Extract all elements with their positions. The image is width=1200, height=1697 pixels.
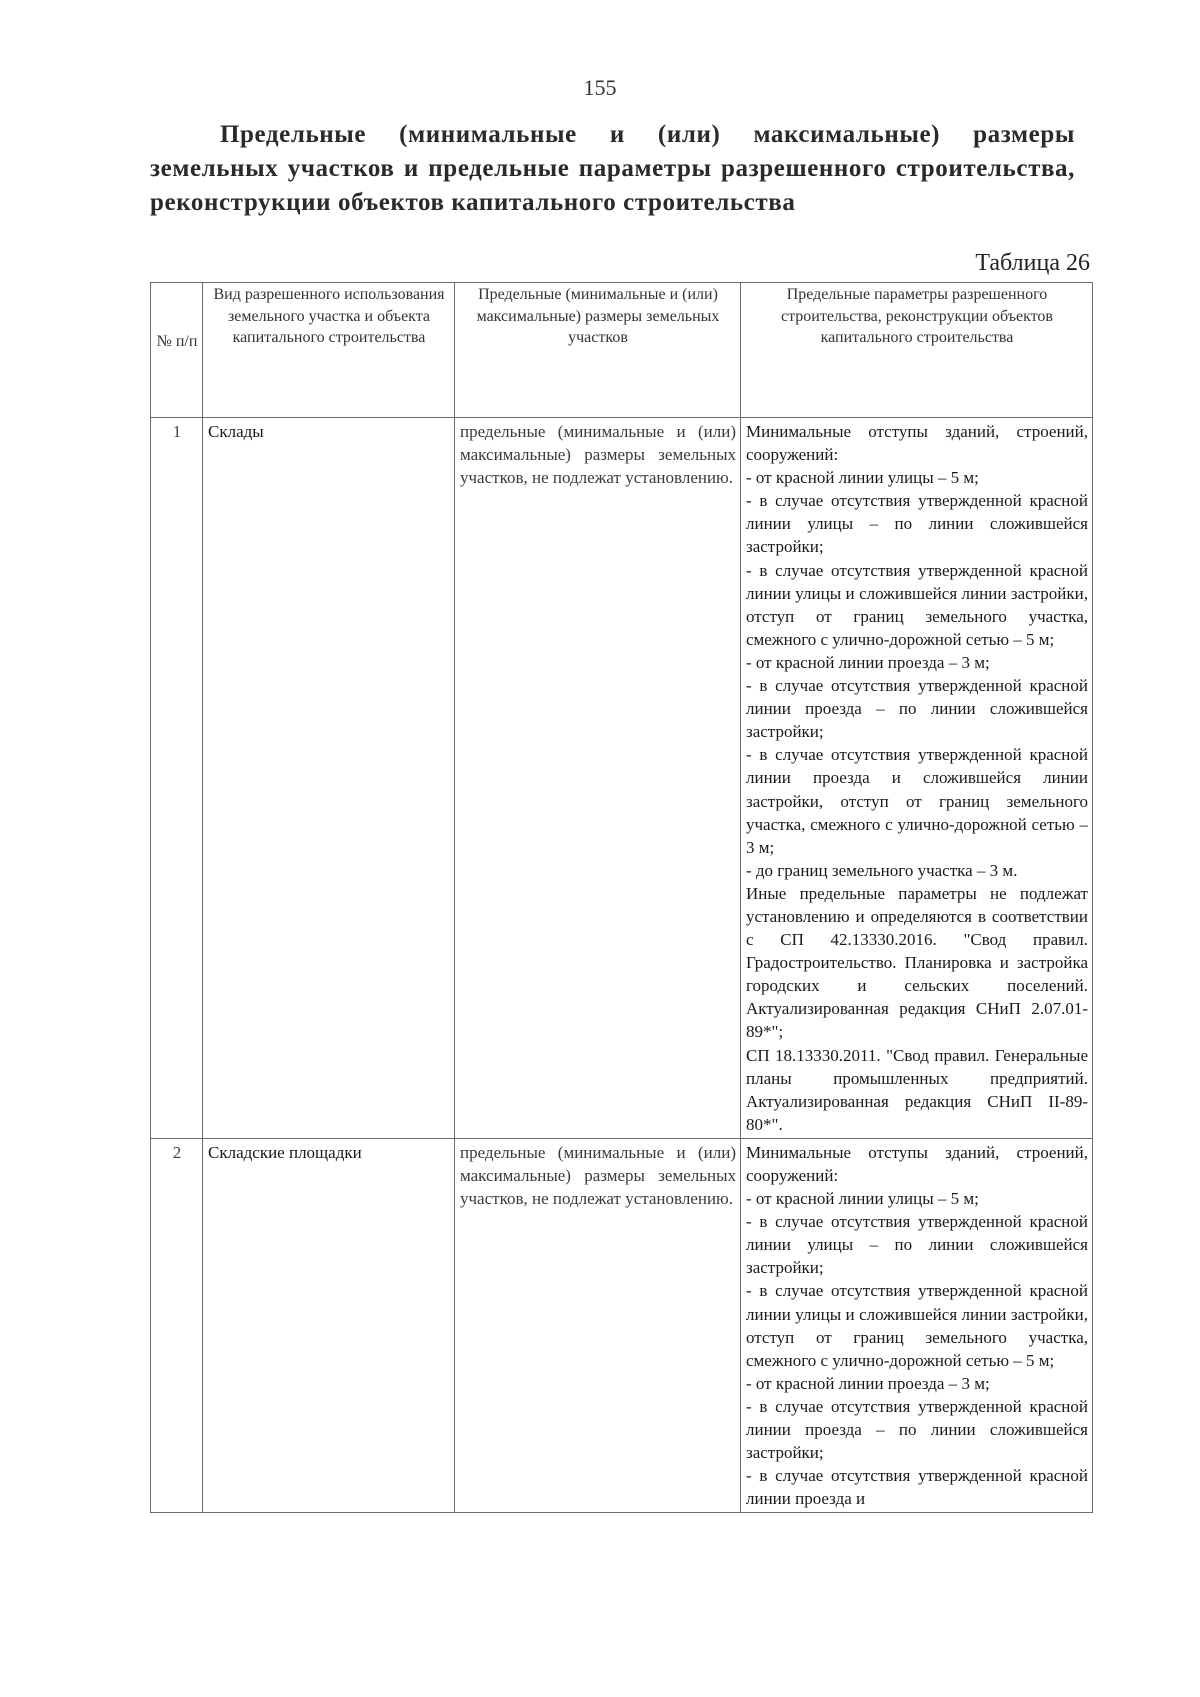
header-use-type: Вид разрешенного использования земельного участка и объекта капитального строительства — [203, 283, 455, 418]
param-line: - до границ земельного участка – 3 м. — [746, 860, 1018, 880]
header-plot-size: Предельные (минимальные и (или) максимальные) размеры земельных участков — [455, 283, 741, 418]
param-line: - в случае отсутствия утвержденной красной линии проезда и сложившейся линии застройки, отступ от границ земельного участка, смежного с улично-дорожной сетью – 3 м; — [746, 745, 1088, 857]
param-line: - в случае отсутствия утвержденной красной линии проезда – по линии сложившейся застройки; — [746, 1396, 1088, 1463]
param-line: - в случае отсутствия утвержденной красной линии улицы и сложившейся линии застройки, отступ от границ земельного участка, смежного с улично-дорожной сетью – 5 м; — [746, 560, 1088, 649]
param-line: - в случае отсутствия утвержденной красной линии улицы – по линии сложившейся застройки; — [746, 1212, 1088, 1278]
table-header-row — [151, 283, 1093, 418]
param-line: - от красной линии улицы – 5 м; — [746, 468, 979, 488]
page-number: 155 — [583, 75, 617, 100]
row-number: 2 — [151, 1138, 203, 1513]
row-build-params — [741, 418, 1093, 1139]
param-line: - в случае отсутствия утвержденной красной линии улицы и сложившейся линии застройки, отступ от границ земельного участка, смежного с улично-дорожной сетью – 5 м; — [746, 1281, 1088, 1370]
param-line: СП 18.13330.2011. "Свод правил. Генеральные планы промышленных предприятий. Актуализированная редакция СНиП II-89-80*". — [746, 1045, 1088, 1134]
header-number: № п/п — [151, 283, 203, 418]
param-line: - от красной линии проезда – 3 м; — [746, 652, 990, 672]
document-title: Предельные (минимальные и (или) максимальные) размеры земельных участков и предельные параметры разрешенного строительства, реконструкции объектов капитального строительства — [150, 121, 1075, 216]
param-line: - от красной линии проезда – 3 м; — [746, 1373, 990, 1393]
table-row — [151, 418, 1093, 1139]
param-line: - в случае отсутствия утвержденной красной линии улицы – по линии сложившейся застройки; — [746, 491, 1088, 557]
row-use-type: Складские площадки — [203, 1138, 455, 1513]
table-row — [151, 1138, 1093, 1513]
param-line: Минимальные отступы зданий, строений, сооружений: — [746, 1142, 1088, 1185]
parameters-table — [150, 282, 1093, 1513]
row-plot-size: предельные (минимальные и (или) максимальные) размеры земельных участков, не подлежат установлению. — [455, 1138, 741, 1513]
param-line: - в случае отсутствия утвержденной красной линии проезда – по линии сложившейся застройки; — [746, 676, 1088, 742]
row-use-type: Склады — [203, 418, 455, 1139]
param-line: - в случае отсутствия утвержденной красной линии проезда и — [746, 1466, 1088, 1509]
param-line: Минимальные отступы зданий, строений, сооружений: — [746, 422, 1088, 465]
param-line: Иные предельные параметры не подлежат установлению и определяются в соответствии с СП 42.13330.2016. "Свод правил. Градостроительство. Планировка и застройка городских и сельских поселений. Актуализированная редакция СНиП 2.07.01-89*"; — [746, 883, 1088, 1042]
row-number: 1 — [151, 418, 203, 1139]
table-label: Таблица 26 — [975, 250, 1090, 276]
header-build-params: Предельные параметры разрешенного строительства, реконструкции объектов капитального строительства — [741, 283, 1093, 418]
param-line: - от красной линии улицы – 5 м; — [746, 1189, 979, 1209]
row-build-params — [741, 1138, 1093, 1513]
row-plot-size: предельные (минимальные и (или) максимальные) размеры земельных участков, не подлежат установлению. — [455, 418, 741, 1139]
